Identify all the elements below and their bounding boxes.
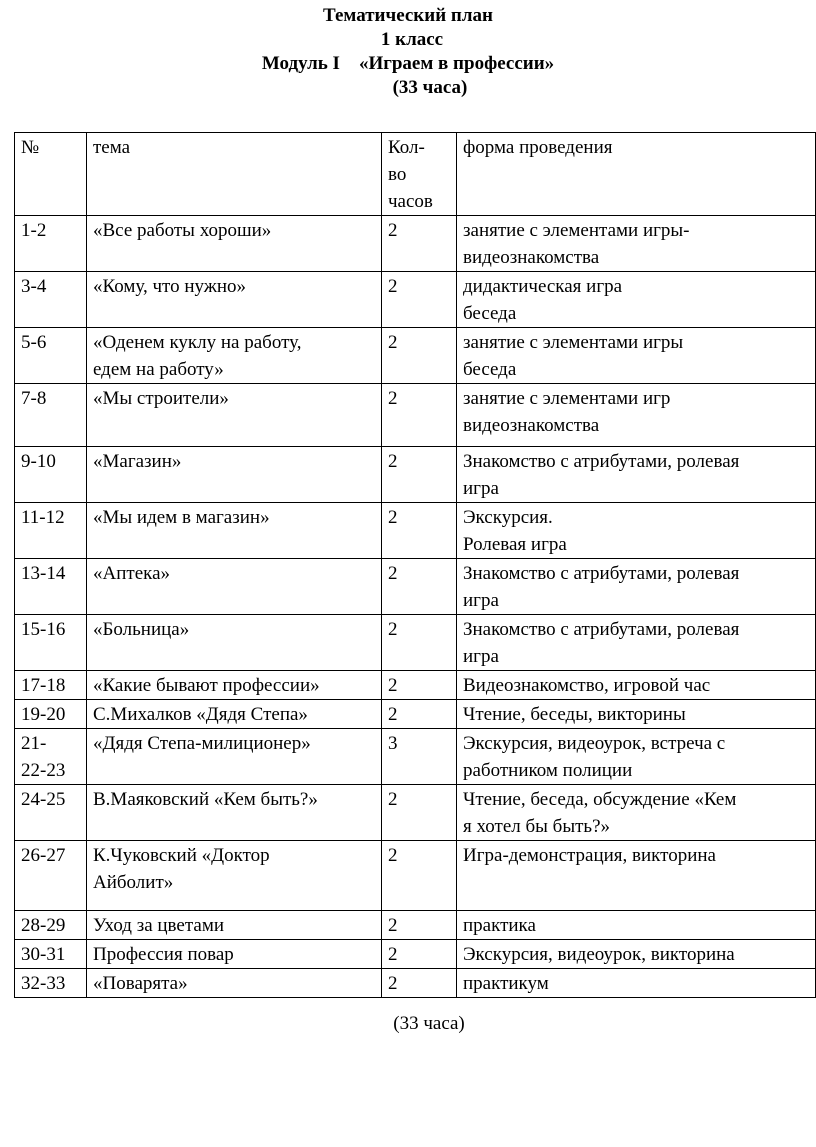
cell-number — [15, 729, 87, 785]
cell-form — [457, 216, 816, 272]
cell-topic-line: Айболит» — [93, 872, 174, 893]
cell-topic-line: «Все работы хороши» — [93, 220, 272, 241]
table-row — [15, 785, 816, 841]
cell-topic-line: «Мы строители» — [93, 388, 229, 409]
title-line-hours: (33 часа) — [392, 77, 468, 98]
cell-form — [457, 700, 816, 729]
cell-number-line: 1-2 — [21, 220, 47, 241]
cell-number — [15, 447, 87, 503]
cell-form — [457, 503, 816, 559]
cell-number — [15, 216, 87, 272]
cell-topic-line: В.Маяковский «Кем быть?» — [93, 789, 318, 810]
cell-form — [457, 911, 816, 940]
cell-number — [15, 503, 87, 559]
table-row — [15, 216, 816, 272]
cell-number-line: 13-14 — [21, 563, 66, 584]
title-line-grade: 1 класс — [380, 29, 444, 50]
cell-form-line: занятие с элементами игр — [463, 388, 671, 409]
cell-number-line: 32-33 — [21, 973, 66, 994]
cell-hours: 2 — [382, 969, 457, 998]
table-row — [15, 969, 816, 998]
cell-topic — [87, 940, 382, 969]
cell-number-line: 28-29 — [21, 915, 66, 936]
cell-form-line: беседа — [463, 303, 517, 324]
cell-form-line: работником полиции — [463, 760, 633, 781]
header-hours-line: во — [388, 164, 407, 185]
cell-form — [457, 615, 816, 671]
cell-form-line: Экскурсия, видеоурок, встреча с — [463, 733, 726, 754]
table-row — [15, 940, 816, 969]
document-title — [0, 4, 816, 100]
cell-form — [457, 559, 816, 615]
table-row — [15, 503, 816, 559]
cell-hours: 2 — [382, 700, 457, 729]
cell-topic-line: С.Михалков «Дядя Степа» — [93, 704, 308, 725]
cell-number-line: 30-31 — [21, 944, 66, 965]
cell-number — [15, 272, 87, 328]
table-row — [15, 272, 816, 328]
cell-hours: 3 — [382, 729, 457, 785]
cell-number-line: 22-23 — [21, 760, 66, 781]
cell-form-line: практика — [463, 915, 536, 936]
cell-form-line: видеознакомства — [463, 415, 600, 436]
cell-form-line: Игра-демонстрация, викторина — [463, 845, 716, 866]
cell-form-line: Чтение, беседы, викторины — [463, 704, 686, 725]
header-hours — [382, 133, 457, 216]
cell-number-line: 7-8 — [21, 388, 47, 409]
cell-number-line: 15-16 — [21, 619, 66, 640]
cell-form-line: Видеознакомство, игровой час — [463, 675, 711, 696]
cell-form-line: занятие с элементами игры- — [463, 220, 690, 241]
cell-topic-line: К.Чуковский «Доктор — [93, 845, 270, 866]
cell-topic — [87, 328, 382, 384]
table-header-row — [15, 133, 816, 216]
table-row — [15, 615, 816, 671]
cell-number — [15, 785, 87, 841]
cell-hours: 2 — [382, 272, 457, 328]
cell-form-line: я хотел бы быть?» — [463, 816, 610, 837]
cell-topic — [87, 785, 382, 841]
cell-form-line: игра — [463, 646, 499, 667]
cell-topic — [87, 216, 382, 272]
header-form: форма проведения — [457, 133, 816, 216]
cell-hours: 2 — [382, 216, 457, 272]
table-row — [15, 841, 816, 911]
header-hours-line: Кол- — [388, 137, 425, 158]
table-row — [15, 328, 816, 384]
cell-form — [457, 447, 816, 503]
cell-hours: 2 — [382, 841, 457, 911]
table-row — [15, 384, 816, 447]
cell-topic — [87, 615, 382, 671]
cell-number-line: 21- — [21, 733, 47, 754]
cell-topic-line: «Больница» — [93, 619, 190, 640]
cell-form-line: практикум — [463, 973, 549, 994]
table-row — [15, 447, 816, 503]
title-line-module: Модуль I «Играем в профессии» — [261, 53, 555, 74]
cell-topic — [87, 384, 382, 447]
cell-form-line: Знакомство с атрибутами, ролевая — [463, 563, 740, 584]
cell-topic-line: «Поварята» — [93, 973, 188, 994]
table-body — [15, 216, 816, 998]
table-row — [15, 729, 816, 785]
cell-form-line: Ролевая игра — [463, 534, 567, 555]
cell-form — [457, 940, 816, 969]
cell-number — [15, 559, 87, 615]
cell-topic-line: «Оденем куклу на работу, — [93, 332, 302, 353]
header-hours-line: часов — [388, 191, 433, 212]
cell-topic — [87, 503, 382, 559]
cell-topic — [87, 700, 382, 729]
total-hours-footer: (33 часа) — [393, 1013, 465, 1034]
cell-hours: 2 — [382, 940, 457, 969]
cell-topic-line: Уход за цветами — [93, 915, 225, 936]
cell-hours: 2 — [382, 911, 457, 940]
cell-topic — [87, 671, 382, 700]
cell-hours: 2 — [382, 671, 457, 700]
cell-hours: 2 — [382, 559, 457, 615]
table-row — [15, 671, 816, 700]
cell-form-line: видеознакомства — [463, 247, 600, 268]
table-row — [15, 700, 816, 729]
cell-number — [15, 671, 87, 700]
cell-number-line: 3-4 — [21, 276, 47, 297]
cell-topic — [87, 911, 382, 940]
cell-topic-line: «Магазин» — [93, 451, 182, 472]
cell-number-line: 26-27 — [21, 845, 66, 866]
cell-number-line: 19-20 — [21, 704, 66, 725]
cell-topic — [87, 729, 382, 785]
cell-topic — [87, 272, 382, 328]
cell-hours: 2 — [382, 615, 457, 671]
cell-topic-line: «Какие бывают профессии» — [93, 675, 320, 696]
cell-hours: 2 — [382, 384, 457, 447]
cell-hours: 2 — [382, 447, 457, 503]
cell-number — [15, 384, 87, 447]
cell-form — [457, 785, 816, 841]
cell-number-line: 24-25 — [21, 789, 66, 810]
cell-number — [15, 328, 87, 384]
cell-form-line: Экскурсия, видеоурок, викторина — [463, 944, 735, 965]
header-number: № — [15, 133, 87, 216]
cell-hours: 2 — [382, 503, 457, 559]
cell-topic-line: «Аптека» — [93, 563, 171, 584]
cell-form-line: дидактическая игра — [463, 276, 623, 297]
cell-hours: 2 — [382, 785, 457, 841]
cell-number-line: 5-6 — [21, 332, 47, 353]
cell-number-line: 9-10 — [21, 451, 56, 472]
cell-form-line: игра — [463, 478, 499, 499]
cell-topic — [87, 969, 382, 998]
cell-form-line: Чтение, беседа, обсуждение «Кем — [463, 789, 737, 810]
cell-topic-line: «Кому, что нужно» — [93, 276, 247, 297]
cell-topic-line: едем на работу» — [93, 359, 224, 380]
cell-form-line: Знакомство с атрибутами, ролевая — [463, 451, 740, 472]
cell-topic — [87, 447, 382, 503]
cell-topic — [87, 559, 382, 615]
title-line-plan: Тематический план — [323, 5, 493, 26]
cell-form — [457, 328, 816, 384]
cell-number-line: 11-12 — [21, 507, 65, 528]
cell-form — [457, 272, 816, 328]
cell-form — [457, 671, 816, 700]
cell-form-line: Знакомство с атрибутами, ролевая — [463, 619, 740, 640]
table-row — [15, 559, 816, 615]
cell-form — [457, 841, 816, 911]
cell-number — [15, 969, 87, 998]
table-row — [15, 911, 816, 940]
cell-form — [457, 729, 816, 785]
cell-form-line: игра — [463, 590, 499, 611]
cell-number — [15, 700, 87, 729]
cell-number-line: 17-18 — [21, 675, 66, 696]
cell-form — [457, 969, 816, 998]
cell-topic-line: «Мы идем в магазин» — [93, 507, 270, 528]
cell-number — [15, 841, 87, 911]
cell-topic — [87, 841, 382, 911]
cell-number — [15, 911, 87, 940]
cell-form-line: Экскурсия. — [463, 507, 553, 528]
cell-topic-line: Профессия повар — [93, 944, 234, 965]
cell-number — [15, 940, 87, 969]
cell-number — [15, 615, 87, 671]
thematic-plan-table — [14, 132, 816, 998]
header-topic: тема — [87, 133, 382, 216]
cell-hours: 2 — [382, 328, 457, 384]
cell-topic-line: «Дядя Степа-милиционер» — [93, 733, 311, 754]
cell-form-line: занятие с элементами игры — [463, 332, 684, 353]
cell-form-line: беседа — [463, 359, 517, 380]
cell-form — [457, 384, 816, 447]
